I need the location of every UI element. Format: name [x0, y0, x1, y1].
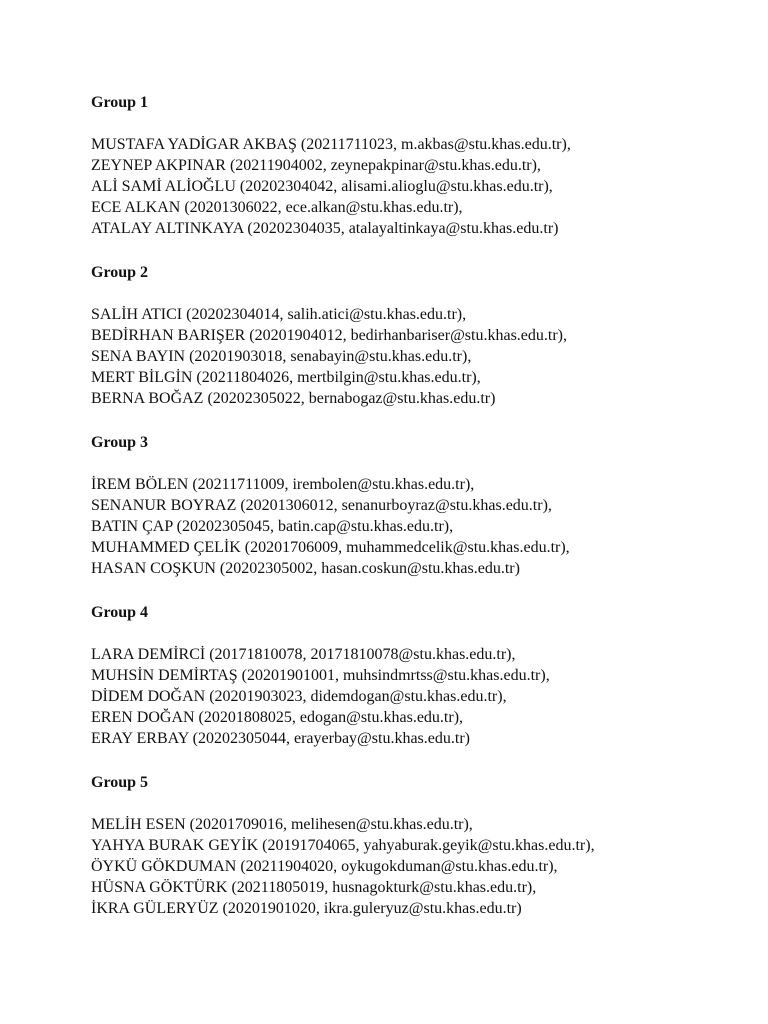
- group-title: Group 4: [91, 604, 149, 621]
- member-line: BERNA BOĞAZ (20202305022, bernabogaz@stu.khas.edu.tr): [91, 390, 496, 407]
- member-line: ÖYKÜ GÖKDUMAN (20211904020, oykugokduman@stu.khas.edu.tr),: [91, 858, 558, 875]
- group-3-section: [91, 432, 751, 579]
- member-line: MUSTAFA YADİGAR AKBAŞ (20211711023, m.akbas@stu.khas.edu.tr),: [91, 136, 571, 153]
- member-line: ECE ALKAN (20201306022, ece.alkan@stu.khas.edu.tr),: [91, 199, 463, 216]
- member-line: SENA BAYIN (20201903018, senabayin@stu.khas.edu.tr),: [91, 348, 472, 365]
- member-line: İREM BÖLEN (20211711009, irembolen@stu.khas.edu.tr),: [91, 476, 475, 493]
- group-title: Group 5: [91, 774, 149, 791]
- member-line: MELİH ESEN (20201709016, melihesen@stu.khas.edu.tr),: [91, 816, 473, 833]
- group-title: Group 1: [91, 94, 149, 111]
- member-line: İKRA GÜLERYÜZ (20201901020, ikra.guleryuz@stu.khas.edu.tr): [91, 900, 522, 917]
- member-line: ALİ SAMİ ALİOĞLU (20202304042, alisami.alioglu@stu.khas.edu.tr),: [91, 178, 553, 195]
- member-line: ZEYNEP AKPINAR (20211904002, zeynepakpinar@stu.khas.edu.tr),: [91, 157, 541, 174]
- member-line: DİDEM DOĞAN (20201903023, didemdogan@stu.khas.edu.tr),: [91, 688, 507, 705]
- group-1-section: [91, 92, 751, 239]
- group-5-section: [91, 772, 751, 919]
- member-line: ATALAY ALTINKAYA (20202304035, atalayaltinkaya@stu.khas.edu.tr): [91, 220, 559, 237]
- member-line: SENANUR BOYRAZ (20201306012, senanurboyraz@stu.khas.edu.tr),: [91, 497, 552, 514]
- member-line: BEDİRHAN BARIŞER (20201904012, bedirhanbariser@stu.khas.edu.tr),: [91, 327, 568, 344]
- group-2-section: [91, 262, 751, 409]
- member-line: HASAN COŞKUN (20202305002, hasan.coskun@stu.khas.edu.tr): [91, 560, 520, 577]
- group-title: Group 2: [91, 264, 149, 281]
- member-line: HÜSNA GÖKTÜRK (20211805019, husnagokturk@stu.khas.edu.tr),: [91, 879, 537, 896]
- member-line: MERT BİLGİN (20211804026, mertbilgin@stu.khas.edu.tr),: [91, 369, 481, 386]
- group-4-section: [91, 602, 751, 749]
- member-line: MUHAMMED ÇELİK (20201706009, muhammedcelik@stu.khas.edu.tr),: [91, 539, 570, 556]
- member-line: BATIN ÇAP (20202305045, batin.cap@stu.khas.edu.tr),: [91, 518, 454, 535]
- member-line: YAHYA BURAK GEYİK (20191704065, yahyaburak.geyik@stu.khas.edu.tr),: [91, 837, 595, 854]
- member-line: ERAY ERBAY (20202305044, erayerbay@stu.khas.edu.tr): [91, 730, 470, 747]
- document-page: [91, 92, 751, 942]
- member-line: EREN DOĞAN (20201808025, edogan@stu.khas.edu.tr),: [91, 709, 464, 726]
- member-line: LARA DEMİRCİ (20171810078, 20171810078@stu.khas.edu.tr),: [91, 646, 516, 663]
- member-line: MUHSİN DEMİRTAŞ (20201901001, muhsindmrtss@stu.khas.edu.tr),: [91, 667, 550, 684]
- member-line: SALİH ATICI (20202304014, salih.atici@stu.khas.edu.tr),: [91, 306, 467, 323]
- group-title: Group 3: [91, 434, 149, 451]
